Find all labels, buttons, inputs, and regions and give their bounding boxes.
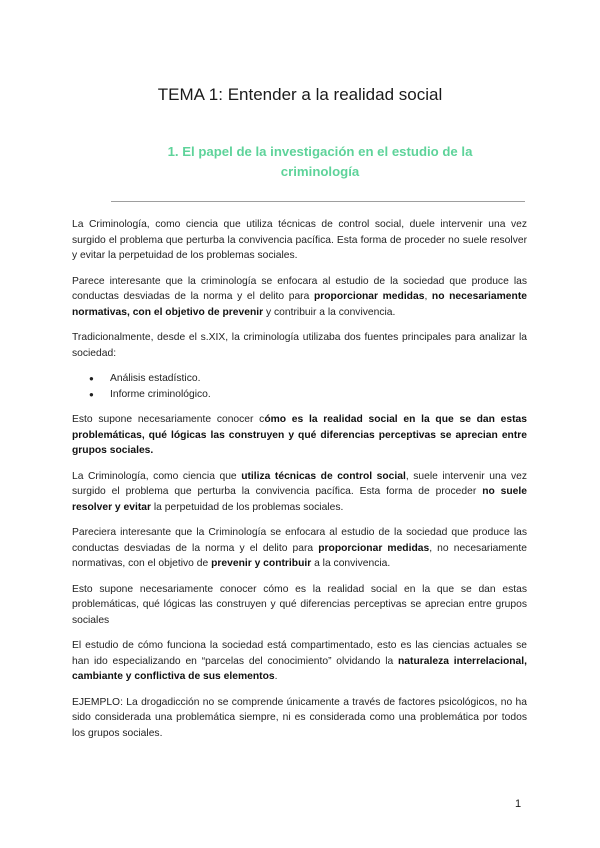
paragraph-1: La Criminología, como ciencia que utiliza técnicas de control social, duele intervenir una vez surgido el problema que perturba la convivencia pacífica. Esta forma de proceder no suele resolver y evitar la perpetuidad de los problemas sociales. (72, 219, 527, 261)
bold-text: no suele resolver y evitar (72, 486, 527, 513)
bold-text: , (126, 306, 133, 318)
text-run: la perpetuidad de los problemas sociales. (151, 501, 344, 513)
paragraph-3: Tradicionalmente, desde el s.XIX, la criminología utilizaba dos fuentes principales para analizar la sociedad: (72, 332, 527, 359)
horizontal-rule (111, 201, 525, 202)
paragraph-5 (72, 469, 527, 516)
text-run: , (424, 291, 432, 302)
page-title: TEMA 1: Entender a la realidad social (157, 85, 443, 104)
text-run: , suele intervenir una vez surgido el problema que perturba la convivencia pacífica. Esta forma de proceder (72, 470, 527, 497)
page-number: 1 (515, 798, 522, 810)
bold-text: naturaleza interrelacional, cambiante y conflictiva de sus elementos (72, 655, 527, 682)
text-run: Pareciera interesante que la Criminología se enfocara al estudio de la sociedad que produce las conductas desviadas de la norma y el delito para (72, 527, 527, 554)
bold-text: prevenir y contribuir (211, 558, 312, 569)
text-run: a la convivencia. (311, 558, 391, 569)
bullet-list (72, 371, 527, 402)
text-run: y contribuir a la convivencia. (263, 306, 396, 318)
bold-text: proporcionar medidas (313, 291, 425, 302)
document-body (72, 217, 527, 751)
bold-text: ómo es la realidad social en la que se dan estas problemáticas, qué lógicas las construyen y qué diferencias perceptivas se aprecian entre grupos sociales. (72, 414, 528, 456)
text-run: , no necesariamente normativas, con el objetivo de (72, 542, 527, 569)
paragraph-6 (72, 525, 527, 572)
list-item: ● Informe criminológico. (72, 387, 527, 403)
bold-text: no necesariamente normativas (72, 291, 527, 318)
paragraph-9: EJEMPLO: La drogadicción no se comprende únicamente a través de factores psicológicos, no ha sido considerada una problemática siempre, ni es considerada como una problemática por todos los grupos sociales. (72, 696, 527, 739)
text-run: Parece interesante que la criminología se enfocara al estudio de la sociedad que produce las conductas desviadas de la norma y el delito para (72, 275, 527, 302)
bold-text: con el objetivo de prevenir (132, 306, 264, 318)
section-heading: 1. El papel de la investigación en el estudio de la criminología (167, 144, 473, 179)
text-run: El estudio de cómo funciona la sociedad está compartimentado, esto es las ciencias actuales se han ido especializando en “parcelas del conocimiento” olvidando la (72, 640, 527, 667)
bold-text: proporcionar medidas (318, 542, 430, 554)
text-run: Esto supone necesariamente conocer c (72, 414, 265, 425)
paragraph-2 (72, 274, 527, 321)
paragraph-4 (72, 412, 527, 459)
text-run: . (274, 671, 278, 682)
paragraph-8 (72, 638, 527, 685)
text-run: La Criminología, como ciencia que (72, 470, 242, 482)
paragraph-7: Esto supone necesariamente conocer cómo es la realidad social en la que se dan estas problemáticas, qué lógicas las construyen y qué diferencias perceptivas se aprecian entre grupos sociales (72, 583, 527, 626)
bold-text: utiliza técnicas de control social (241, 470, 406, 482)
list-item: ● Análisis estadístico. (72, 371, 527, 387)
